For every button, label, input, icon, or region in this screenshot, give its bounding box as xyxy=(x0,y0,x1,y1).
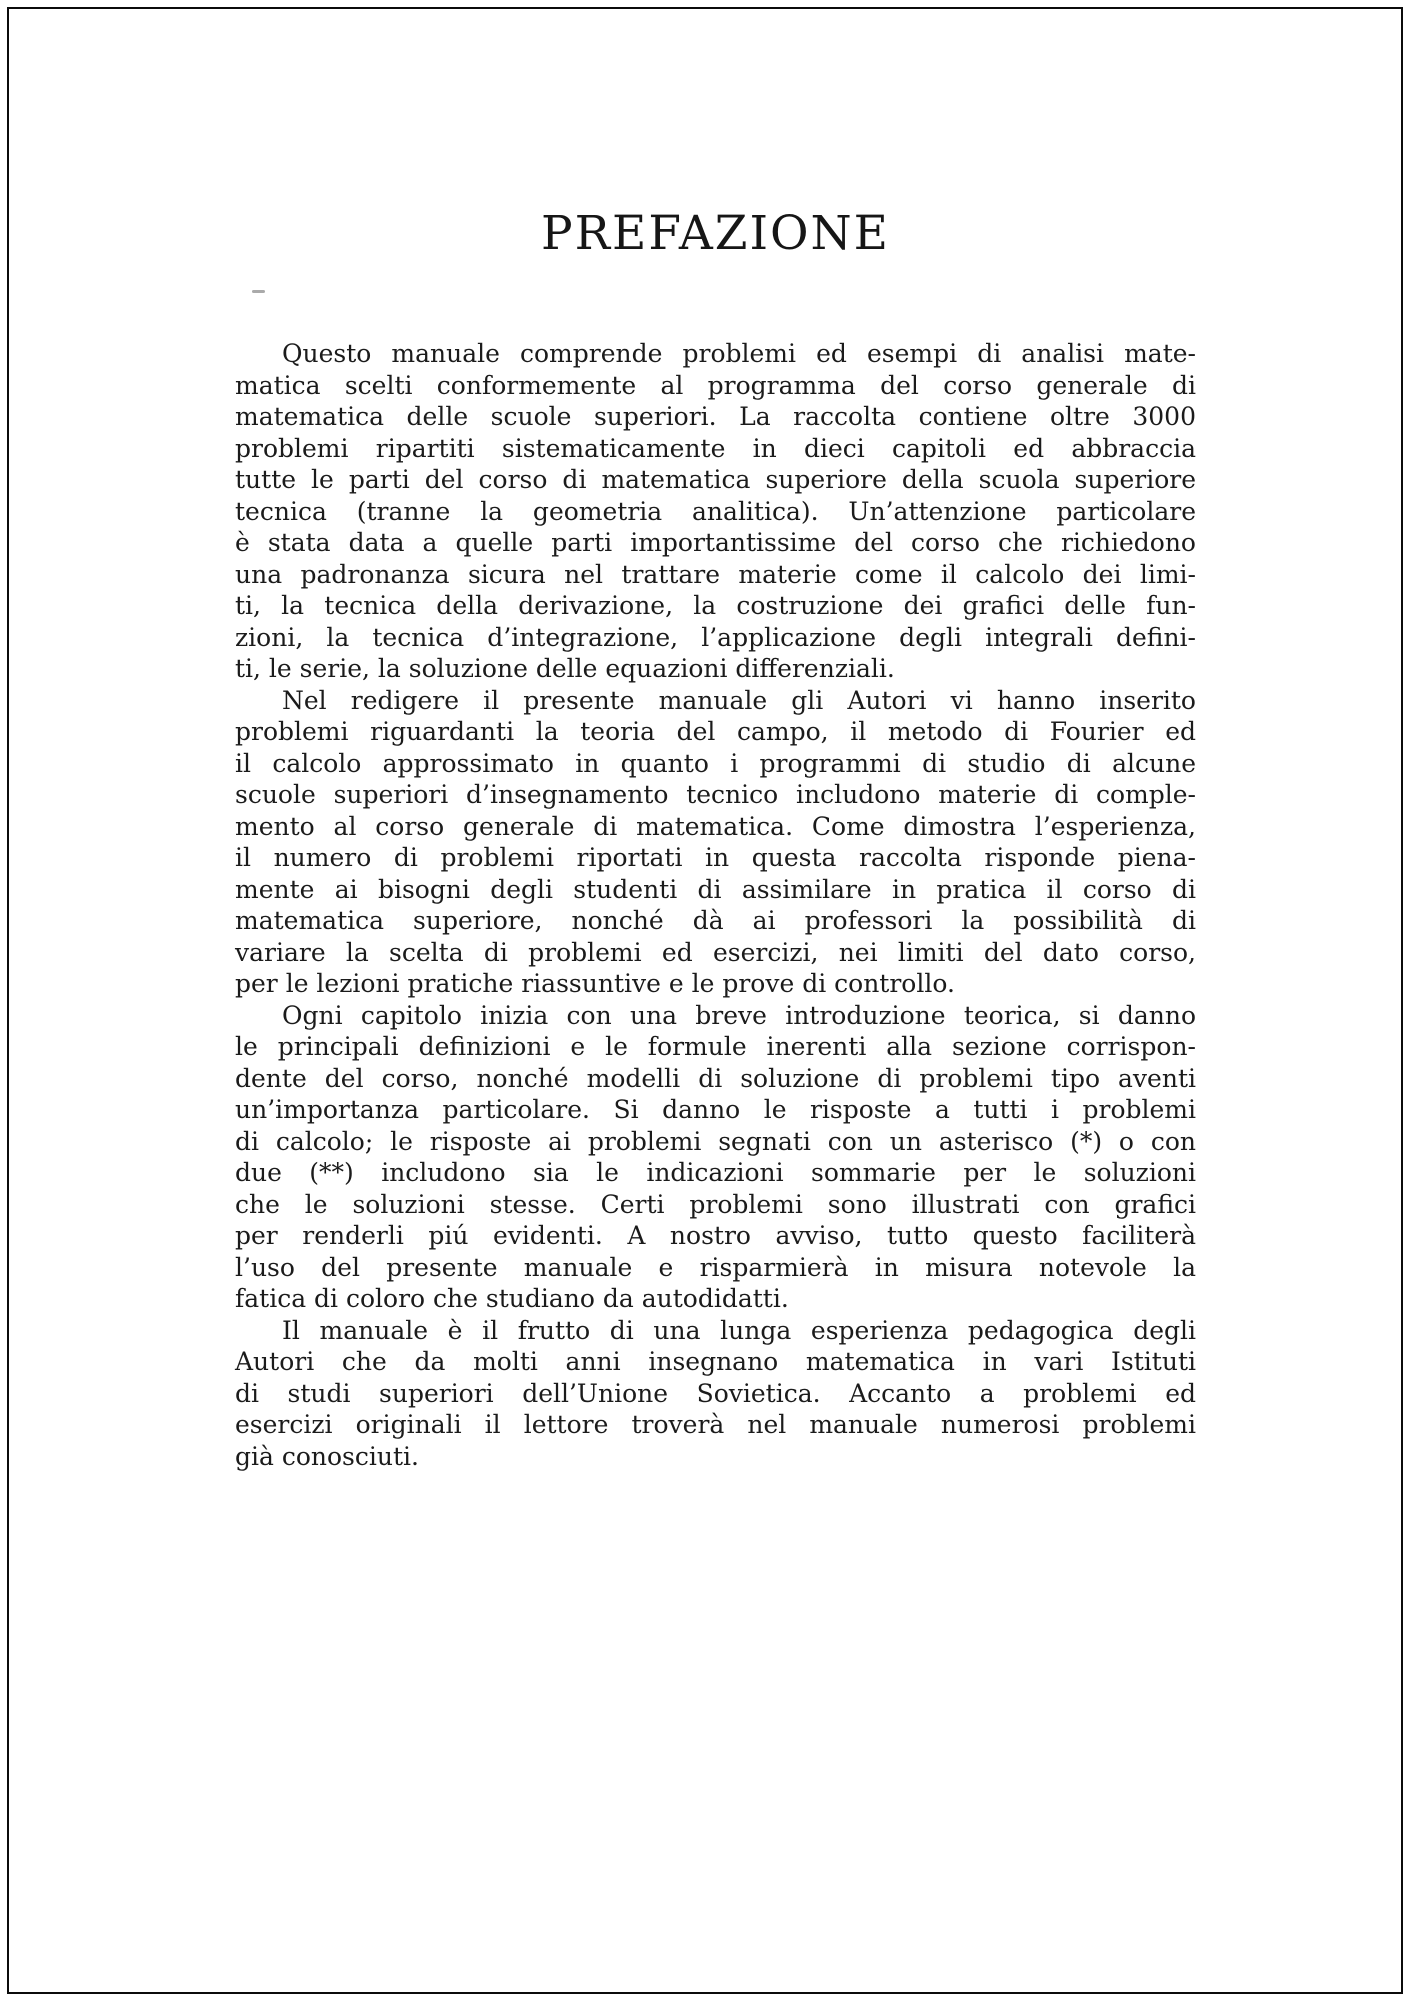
text-line: dente del corso, nonché modelli di soluzione di problemi tipo aventi xyxy=(235,1063,1196,1093)
text-line: variare la scelta di problemi ed esercizi, nei limiti del dato corso, xyxy=(235,937,1196,967)
text-line: Il manuale è il frutto di una lunga esperienza pedagogica degli xyxy=(282,1315,1196,1345)
text-line: un’importanza particolare. Si danno le risposte a tutti i problemi xyxy=(235,1095,1196,1124)
text-line: mente ai bisogni degli studenti di assimilare in pratica il corso di xyxy=(235,874,1196,904)
preface-text xyxy=(235,338,1196,1472)
text-line: fatica di coloro che studiano da autodidatti. xyxy=(235,1284,789,1313)
text-line: scuole superiori d’insegnamento tecnico includono materie di comple- xyxy=(235,780,1196,809)
text-line: matica scelti conformemente al programma del corso generale di xyxy=(235,370,1196,400)
paragraph-2 xyxy=(235,685,1196,1000)
text-line: le principali definizioni e le formule inerenti alla sezione corrispon- xyxy=(235,1032,1196,1061)
text-line: problemi ripartiti sistematicamente in dieci capitoli ed abbraccia xyxy=(235,433,1196,463)
text-line: è stata data a quelle parti importantissime del corso che richiedono xyxy=(235,528,1196,557)
text-line: esercizi originali il lettore troverà nel manuale numerosi problemi xyxy=(235,1410,1196,1439)
text-line: matematica delle scuole superiori. La raccolta contiene oltre 3000 xyxy=(235,402,1196,431)
text-line: Questo manuale comprende problemi ed esempi di analisi mate- xyxy=(282,339,1196,368)
text-line: problemi riguardanti la teoria del campo, il metodo di Fourier ed xyxy=(235,717,1196,746)
scan-artifact-dash xyxy=(252,290,265,293)
text-line: Nel redigere il presente manuale gli Autori vi hanno inserito xyxy=(282,685,1196,715)
text-line: il calcolo approssimato in quanto i programmi di studio di alcune xyxy=(235,748,1196,778)
text-line: già conosciuti. xyxy=(235,1441,419,1471)
text-line: una padronanza sicura nel trattare materie come il calcolo dei limi- xyxy=(235,559,1196,589)
text-line: tecnica (tranne la geometria analitica). Un’attenzione particolare xyxy=(235,496,1196,526)
text-line: il numero di problemi riportati in questa raccolta risponde piena- xyxy=(235,843,1196,872)
paragraph-1 xyxy=(235,338,1196,685)
text-line: che le soluzioni stesse. Certi problemi sono illustrati con grafici xyxy=(235,1189,1196,1219)
text-line: tutte le parti del corso di matematica superiore della scuola superiore xyxy=(235,465,1196,494)
text-line: matematica superiore, nonché dà ai professori la possibilità di xyxy=(235,906,1196,935)
text-line: per le lezioni pratiche riassuntive e le prove di controllo. xyxy=(235,969,955,998)
text-line: zioni, la tecnica d’integrazione, l’applicazione degli integrali defini- xyxy=(235,622,1196,652)
text-line: l’uso del presente manuale e risparmierà in misura notevole la xyxy=(235,1252,1196,1282)
text-line: di studi superiori dell’Unione Sovietica. Accanto a problemi ed xyxy=(235,1378,1196,1408)
text-line: per renderli piú evidenti. A nostro avviso, tutto questo faciliterà xyxy=(235,1221,1196,1250)
text-line: Autori che da molti anni insegnano matematica in vari Istituti xyxy=(235,1347,1196,1376)
paragraph-3 xyxy=(235,1000,1196,1315)
text-line: Ogni capitolo inizia con una breve introduzione teorica, si danno xyxy=(282,1000,1196,1030)
page-title: PREFAZIONE xyxy=(541,206,890,261)
text-line: di calcolo; le risposte ai problemi segnati con un asterisco (*) o con xyxy=(235,1126,1196,1156)
text-line: ti, la tecnica della derivazione, la costruzione dei grafici delle fun- xyxy=(235,591,1196,620)
text-line: mento al corso generale di matematica. Come dimostra l’esperienza, xyxy=(235,811,1196,841)
text-line: ti, le serie, la soluzione delle equazioni differenziali. xyxy=(235,654,895,683)
paragraph-4 xyxy=(235,1315,1196,1473)
text-line: due (**) includono sia le indicazioni sommarie per le soluzioni xyxy=(235,1158,1196,1187)
